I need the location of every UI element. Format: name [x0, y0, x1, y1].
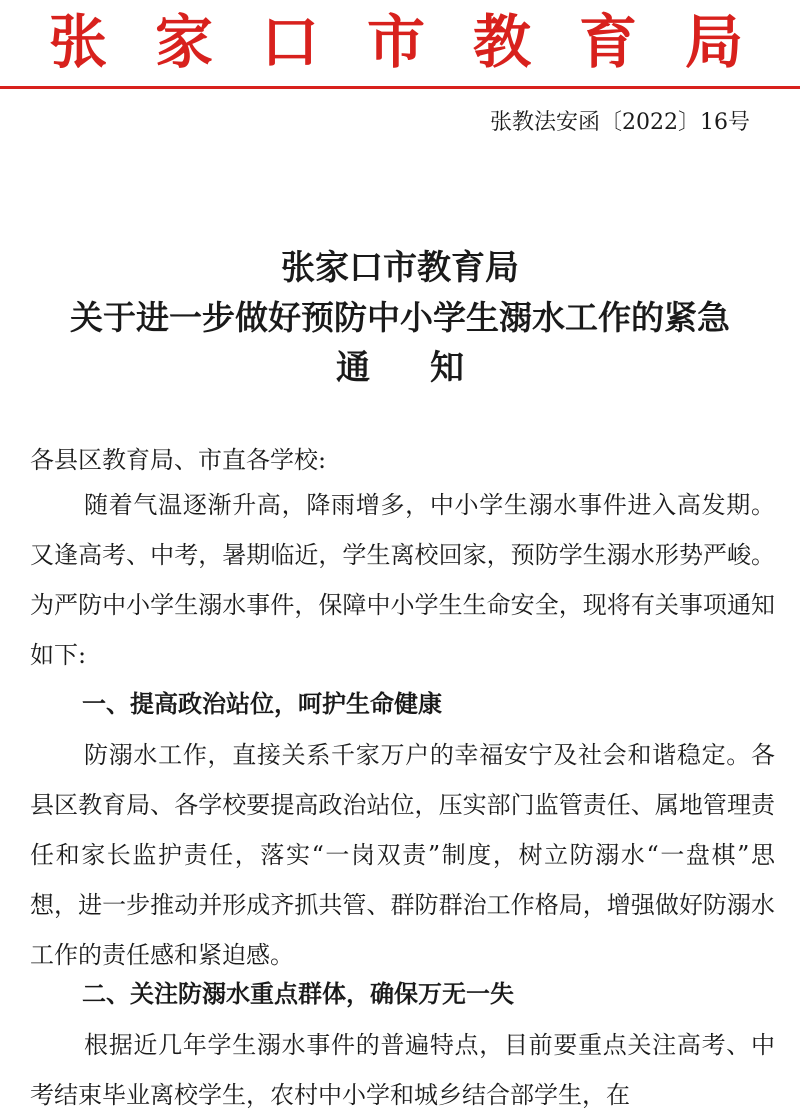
letterhead-red-rule [0, 86, 800, 89]
letterhead-agency-title: 张家口市教育局 [48, 8, 791, 76]
section-2-paragraph: 根据近几年学生溺水事件的普遍特点，目前要重点关注高考、中考结束毕业离校学生，农村中小学和城乡结合部学生，在 [30, 1031, 775, 1109]
section-heading-1: 一、提高政治站位，呵护生命健康 [82, 690, 442, 718]
section-heading-2: 二、关注防溺水重点群体，确保万无一失 [82, 980, 514, 1008]
intro-paragraph: 随着气温逐渐升高，降雨增多，中小学生溺水事件进入高发期。又逢高考、中考，暑期临近，学生离校回家，预防学生溺水形势严峻。为严防中小学生溺水事件，保障中小学生生命安全，现将有关事项通知如下: [30, 491, 775, 669]
document-number: 张教法安函〔2022〕16号 [490, 110, 750, 135]
title-line-3: 通知 [336, 348, 524, 388]
salutation: 各县区教育局、市直各学校: [30, 446, 327, 474]
section-1-paragraph: 防溺水工作，直接关系千家万户的幸福安宁及社会和谐稳定。各县区教育局、各学校要提高政治站位，压实部门监管责任、属地管理责任和家长监护责任，落实“一岗双责”制度，树立防溺水“一盘棋”思想，进一步推动并形成齐抓共管、群防群治工作格局，增强做好防溺水工作的责任感和紧迫感。 [30, 741, 775, 969]
title-line-2: 关于进一步做好预防中小学生溺水工作的紧急 [70, 298, 730, 337]
title-line-1: 张家口市教育局 [281, 248, 519, 288]
